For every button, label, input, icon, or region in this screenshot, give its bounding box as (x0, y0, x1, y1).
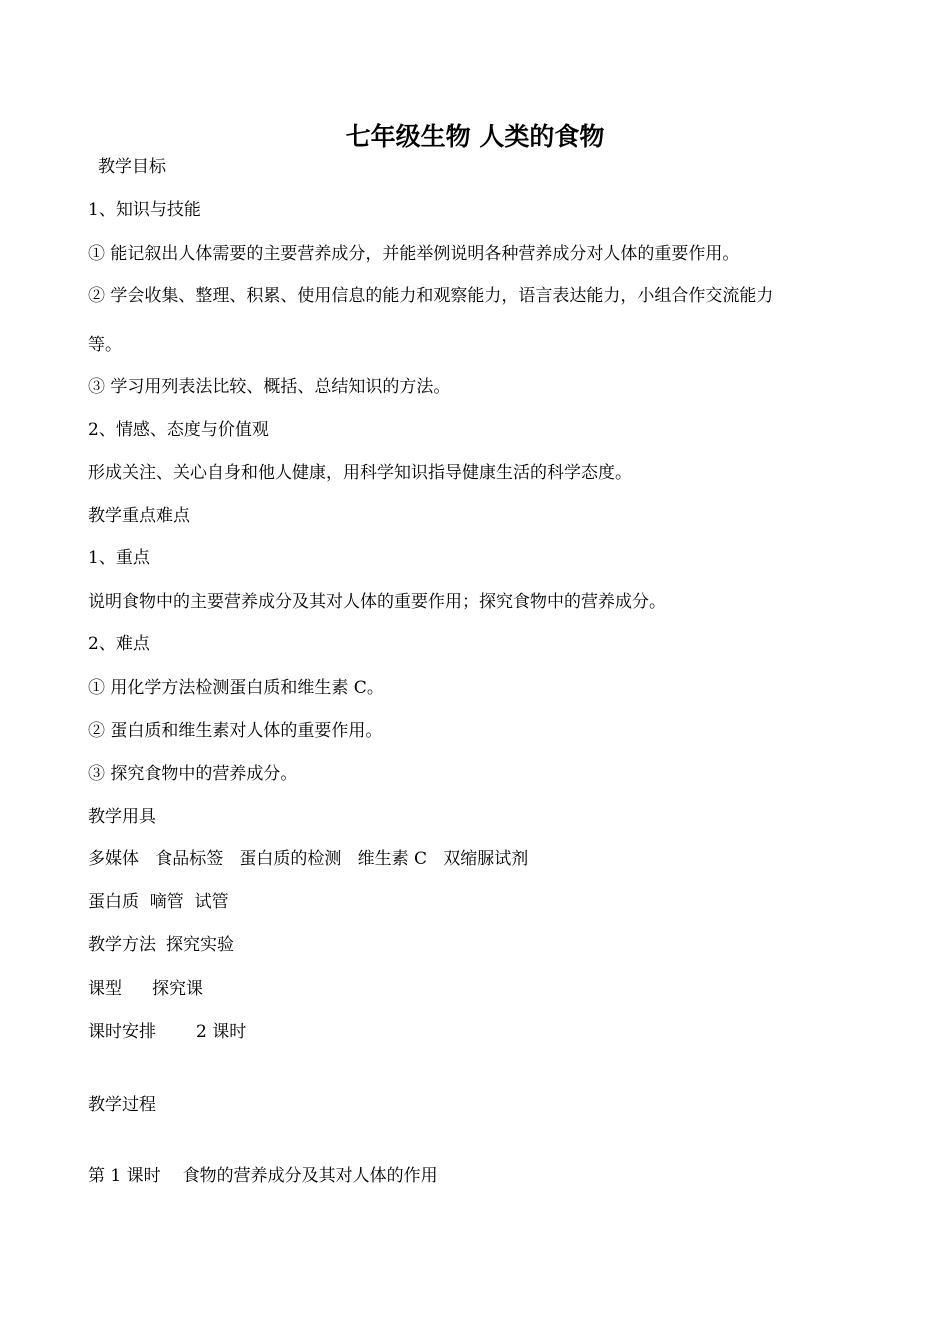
knowledge-item-1: ① 能记叙出人体需要的主要营养成分，并能举例说明各种营养成分对人体的重要作用。 (88, 244, 740, 264)
objectives-heading: 教学目标 (98, 157, 166, 177)
keypoints-heading: 教学重点难点 (88, 506, 190, 526)
difficulty-item-1: ① 用化学方法检测蛋白质和维生素 C。 (88, 678, 384, 698)
knowledge-item-2-line2: 等。 (88, 335, 122, 355)
knowledge-item-3: ③ 学习用列表法比较、概括、总结知识的方法。 (88, 377, 451, 397)
focus-text: 说明食物中的主要营养成分及其对人体的重要作用；探究食物中的营养成分。 (88, 592, 666, 612)
method-row (88, 933, 234, 957)
lesson-type-value: 探究课 (152, 979, 203, 999)
schedule-label: 课时安排 (88, 1022, 156, 1042)
difficulty-heading: 2、难点 (88, 634, 150, 654)
knowledge-item-2-line1: ② 学会收集、整理、积累、使用信息的能力和观察能力，语言表达能力，小组合作交流能力 (88, 286, 774, 306)
lesson-1-value: 食物的营养成分及其对人体的作用 (182, 1166, 438, 1186)
lesson-1-row (88, 1164, 438, 1188)
lesson-type-label: 课型 (88, 979, 122, 999)
focus-heading: 1、重点 (88, 548, 150, 568)
method-label: 教学方法 (88, 935, 156, 955)
knowledge-heading: 1、知识与技能 (88, 200, 201, 220)
schedule-value: 2 课时 (196, 1022, 247, 1042)
tools-line-1: 多媒体 食品标签 蛋白质的检测 维生素 C 双缩脲试剂 (88, 849, 529, 869)
tools-line-2: 蛋白质 嘀管 试管 (88, 892, 229, 912)
lesson-type-row (88, 977, 203, 1001)
method-value: 探究实验 (166, 935, 234, 955)
schedule-row (88, 1020, 246, 1044)
lesson-1-label: 第 1 课时 (88, 1166, 161, 1186)
difficulty-item-3: ③ 探究食物中的营养成分。 (88, 764, 298, 784)
tools-heading: 教学用具 (88, 807, 156, 827)
process-heading: 教学过程 (88, 1095, 156, 1115)
emotion-text: 形成关注、关心自身和他人健康，用科学知识指导健康生活的科学态度。 (88, 463, 632, 483)
document-title: 七年级生物 人类的食物 (345, 122, 605, 151)
difficulty-item-2: ② 蛋白质和维生素对人体的重要作用。 (88, 721, 383, 741)
emotion-heading: 2、情感、态度与价值观 (88, 420, 269, 440)
